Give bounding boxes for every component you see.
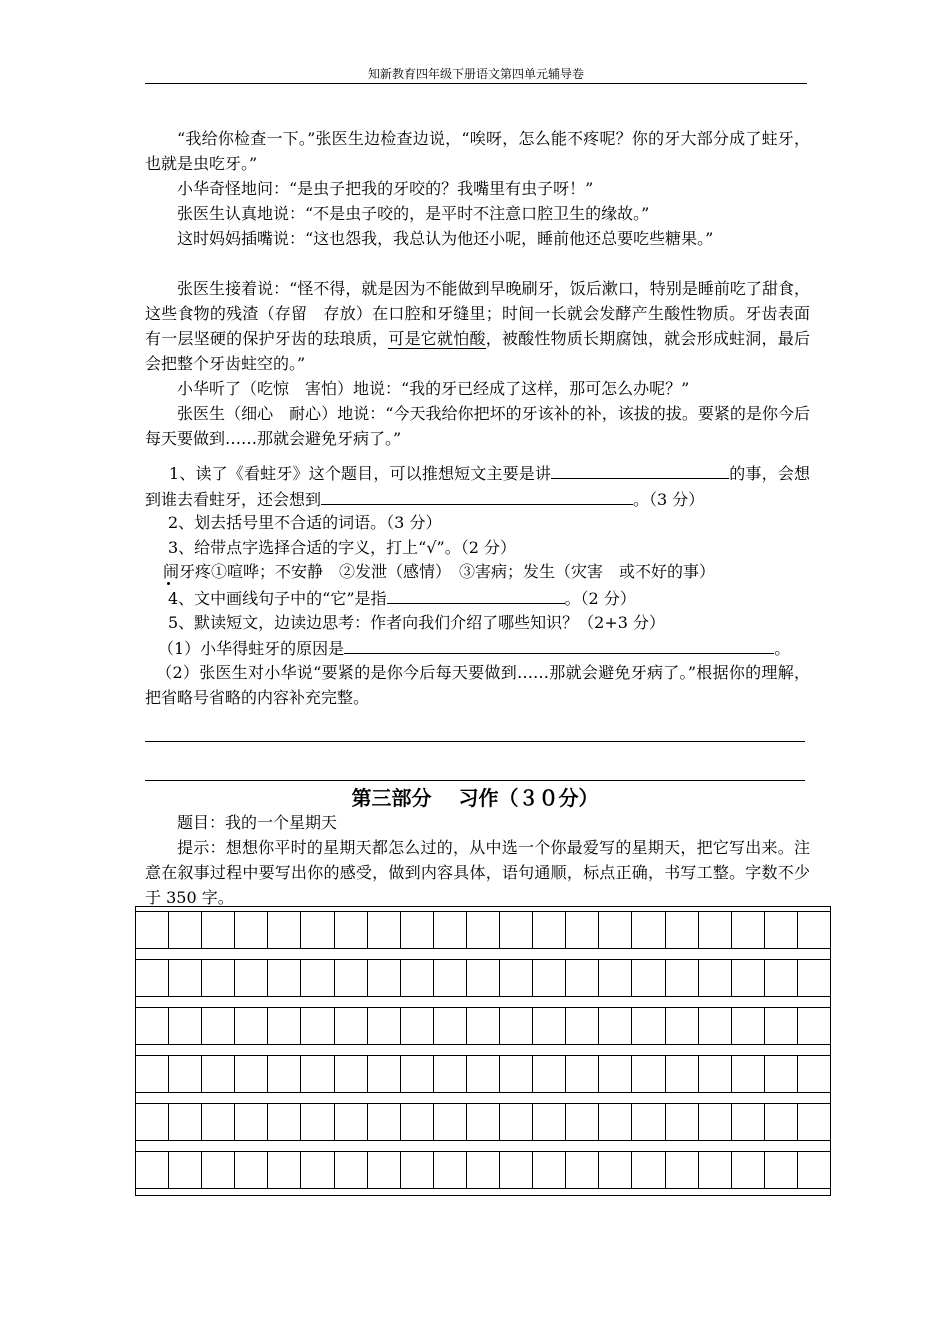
grid-cell[interactable] xyxy=(765,960,798,996)
grid-cell[interactable] xyxy=(566,1104,599,1140)
grid-cell[interactable] xyxy=(699,960,732,996)
grid-cell[interactable] xyxy=(699,912,732,948)
grid-cell[interactable] xyxy=(732,912,765,948)
grid-cell[interactable] xyxy=(566,960,599,996)
section-3-title: 第三部分 习作（３０分） xyxy=(351,786,599,810)
grid-cell[interactable] xyxy=(732,1104,765,1140)
grid-cell[interactable] xyxy=(169,1152,202,1188)
grid-cell[interactable] xyxy=(434,1152,467,1188)
grid-cell[interactable] xyxy=(798,1152,830,1188)
grid-cell[interactable] xyxy=(169,1008,202,1044)
question-1-text-a: 1、读了《看蛀牙》这个题目，可以推想短文主要是讲 xyxy=(169,464,552,483)
grid-row[interactable] xyxy=(136,911,830,949)
grid-cell[interactable] xyxy=(467,912,500,948)
grid-cell[interactable] xyxy=(632,1008,665,1044)
grid-cell[interactable] xyxy=(566,1056,599,1092)
grid-cell[interactable] xyxy=(202,1056,235,1092)
grid-cell[interactable] xyxy=(169,960,202,996)
grid-cell[interactable] xyxy=(335,1152,368,1188)
story-paragraph-5 xyxy=(145,276,810,376)
grid-cell[interactable] xyxy=(202,1008,235,1044)
question-3-option-list: 牙疼①喧哗；不安静 ②发泄（感情） ③害病；发生（灾害 或不好的事） xyxy=(179,562,716,581)
grid-cell[interactable] xyxy=(632,1104,665,1140)
grid-cell[interactable] xyxy=(136,1056,169,1092)
grid-cell[interactable] xyxy=(632,912,665,948)
grid-cell[interactable] xyxy=(335,1104,368,1140)
grid-cell[interactable] xyxy=(566,1008,599,1044)
story-paragraph-2: 小华奇怪地问：“是虫子把我的牙咬的？我嘴里有虫子呀！” xyxy=(177,179,594,198)
grid-cell[interactable] xyxy=(401,912,434,948)
grid-cell[interactable] xyxy=(533,960,566,996)
page-header: 知新教育四年级下册语文第四单元辅导卷 xyxy=(367,67,584,81)
grid-cell[interactable] xyxy=(666,1152,699,1188)
grid-cell[interactable] xyxy=(401,1056,434,1092)
dotted-character: 闹 xyxy=(163,562,180,581)
grid-cell[interactable] xyxy=(268,912,301,948)
grid-cell[interactable] xyxy=(467,1152,500,1188)
grid-row[interactable] xyxy=(136,1103,830,1141)
grid-cell[interactable] xyxy=(666,960,699,996)
question-3: 3、给带点字选择合适的字义，打上“√”。（2 分） xyxy=(168,538,517,557)
grid-cell[interactable] xyxy=(798,1056,830,1092)
grid-cell[interactable] xyxy=(235,912,268,948)
grid-cell[interactable] xyxy=(666,1056,699,1092)
grid-cell[interactable] xyxy=(599,960,632,996)
story-paragraph-1: “我给你检查一下。”张医生边检查边说，“唉呀，怎么能不疼呢？你的牙大部分成了蛀牙，也就是虫吃牙。” xyxy=(145,129,810,173)
grid-cell[interactable] xyxy=(798,960,830,996)
grid-cell[interactable] xyxy=(202,1104,235,1140)
question-5: 5、默读短文，边读边思考：作者向我们介绍了哪些知识？（2+3 分） xyxy=(168,613,666,632)
answer-line-2[interactable] xyxy=(145,780,805,781)
grid-cell[interactable] xyxy=(467,1056,500,1092)
question-4 xyxy=(168,585,808,611)
grid-cell[interactable] xyxy=(699,1104,732,1140)
grid-cell[interactable] xyxy=(434,1008,467,1044)
grid-cell[interactable] xyxy=(666,1008,699,1044)
grid-cell[interactable] xyxy=(632,1152,665,1188)
story-paragraph-7: 张医生（细心 耐心）地说：“今天我给你把坏的牙该补的补，该拔的拔。要紧的是你今后每天要做到……那就会避免牙病了。” xyxy=(145,404,810,448)
grid-cell[interactable] xyxy=(301,1008,334,1044)
grid-cell[interactable] xyxy=(301,912,334,948)
grid-cell[interactable] xyxy=(268,1056,301,1092)
story-paragraph-3: 张医生认真地说：“不是虫子咬的，是平时不注意口腔卫生的缘故。” xyxy=(177,204,650,223)
question-5-1-text: （1）小华得蛀牙的原因是 xyxy=(158,639,345,658)
grid-cell[interactable] xyxy=(798,1104,830,1140)
grid-cell[interactable] xyxy=(434,1104,467,1140)
grid-cell[interactable] xyxy=(202,960,235,996)
question-1-text-b: 的 xyxy=(729,464,746,483)
grid-cell[interactable] xyxy=(301,1152,334,1188)
grid-cell[interactable] xyxy=(765,1056,798,1092)
grid-cell[interactable] xyxy=(401,1008,434,1044)
composition-topic: 题目：我的一个星期天 xyxy=(177,813,338,832)
grid-cell[interactable] xyxy=(732,1152,765,1188)
answer-line-1[interactable] xyxy=(145,741,805,742)
grid-cell[interactable] xyxy=(136,1104,169,1140)
grid-row[interactable] xyxy=(136,1055,830,1093)
question-5-1 xyxy=(158,635,818,661)
grid-cell[interactable] xyxy=(169,1056,202,1092)
grid-cell[interactable] xyxy=(268,1008,301,1044)
grid-cell[interactable] xyxy=(798,1008,830,1044)
grid-cell[interactable] xyxy=(169,1104,202,1140)
grid-row[interactable] xyxy=(136,959,830,997)
underlined-sentence: 可是它就怕酸 xyxy=(388,329,486,348)
grid-cell[interactable] xyxy=(566,1152,599,1188)
grid-cell[interactable] xyxy=(335,960,368,996)
composition-hint: 提示：想想你平时的星期天都怎么过的，从中选一个你最爱写的星期天，把它写出来。注意在叙事过程中要写出你的感受，做到内容具体，语句通顺，标点正确，书写工整。字数不少于 350 字。 xyxy=(145,838,810,907)
question-2: 2、划去括号里不合适的词语。（3 分） xyxy=(168,513,442,532)
grid-cell[interactable] xyxy=(434,912,467,948)
grid-cell[interactable] xyxy=(301,1104,334,1140)
grid-cell[interactable] xyxy=(202,1152,235,1188)
grid-cell[interactable] xyxy=(335,1056,368,1092)
grid-cell[interactable] xyxy=(235,1104,268,1140)
question-4-text-a: 4、文中画线句子中的“它”是指 xyxy=(168,589,387,608)
grid-cell[interactable] xyxy=(434,960,467,996)
grid-cell[interactable] xyxy=(401,960,434,996)
story-paragraph-6: 小华听了（吃惊 害怕）地说：“我的牙已经成了这样，那可怎么办呢？” xyxy=(177,379,690,398)
grid-cell[interactable] xyxy=(368,1152,401,1188)
grid-cell[interactable] xyxy=(765,1104,798,1140)
grid-cell[interactable] xyxy=(301,1056,334,1092)
question-5-2: （2）张医生对小华说“要紧的是你今后每天要做到……那就会避免牙病了。”根据你的理解，把省略号省略的内容补充完整。 xyxy=(145,663,810,707)
question-1-text-d: 。（3 分） xyxy=(633,490,705,509)
story-paragraph-5-text-a: 张医生接着说：“怪不得，就是因为不能做到早晚刷牙，饭后漱口，特别是睡前吃了甜食，这些食物的残渣（存留 存放）在口腔和牙缝里；时间一长就会发酵产生酸性物质。牙齿表面有一层坚硬的保护牙齿的珐琅质， xyxy=(145,279,810,348)
question-3-options xyxy=(163,559,813,584)
grid-cell[interactable] xyxy=(500,1152,533,1188)
grid-cell[interactable] xyxy=(368,1008,401,1044)
grid-cell[interactable] xyxy=(335,1008,368,1044)
grid-cell[interactable] xyxy=(533,1104,566,1140)
grid-cell[interactable] xyxy=(632,960,665,996)
grid-cell[interactable] xyxy=(699,1056,732,1092)
grid-cell[interactable] xyxy=(666,1104,699,1140)
grid-cell[interactable] xyxy=(467,1104,500,1140)
grid-cell[interactable] xyxy=(599,1104,632,1140)
composition-grid[interactable] xyxy=(135,906,831,1196)
grid-cell[interactable] xyxy=(732,1056,765,1092)
grid-cell[interactable] xyxy=(798,912,830,948)
grid-cell[interactable] xyxy=(301,960,334,996)
grid-cell[interactable] xyxy=(765,912,798,948)
story-paragraph-4: 这时妈妈插嘴说：“这也怨我，我总认为他还小呢，睡前他还总要吃些糖果。” xyxy=(177,229,714,248)
grid-cell[interactable] xyxy=(533,1056,566,1092)
grid-cell[interactable] xyxy=(699,1008,732,1044)
grid-cell[interactable] xyxy=(368,912,401,948)
grid-cell[interactable] xyxy=(599,912,632,948)
grid-cell[interactable] xyxy=(765,1008,798,1044)
story-paragraph-5-text-b: ，被酸性物质长期腐蚀，就会形成蛀洞，最后会把整个牙齿蛀空的。” xyxy=(145,329,810,373)
grid-cell[interactable] xyxy=(599,1152,632,1188)
grid-cell[interactable] xyxy=(202,912,235,948)
grid-cell[interactable] xyxy=(268,1104,301,1140)
grid-cell[interactable] xyxy=(699,1152,732,1188)
grid-cell[interactable] xyxy=(500,1056,533,1092)
grid-cell[interactable] xyxy=(500,960,533,996)
question-4-text-b: 。（2 分） xyxy=(564,589,636,608)
grid-cell[interactable] xyxy=(732,1008,765,1044)
grid-cell[interactable] xyxy=(401,1152,434,1188)
grid-cell[interactable] xyxy=(765,1152,798,1188)
grid-cell[interactable] xyxy=(533,912,566,948)
grid-cell[interactable] xyxy=(368,1104,401,1140)
grid-cell[interactable] xyxy=(500,1008,533,1044)
grid-cell[interactable] xyxy=(268,960,301,996)
question-4-blank[interactable] xyxy=(387,585,565,604)
grid-row[interactable] xyxy=(136,1151,830,1189)
question-5-1-blank[interactable] xyxy=(344,635,774,654)
question-1-text-c: 事，会想到谁去看蛀牙，还会想到 xyxy=(145,464,810,509)
grid-cell[interactable] xyxy=(500,912,533,948)
grid-cell[interactable] xyxy=(666,912,699,948)
grid-cell[interactable] xyxy=(368,1056,401,1092)
header-divider xyxy=(145,83,807,84)
question-1-blank-2[interactable] xyxy=(321,486,633,505)
grid-cell[interactable] xyxy=(533,1152,566,1188)
grid-cell[interactable] xyxy=(467,960,500,996)
grid-cell[interactable] xyxy=(500,1104,533,1140)
grid-cell[interactable] xyxy=(533,1008,566,1044)
question-1 xyxy=(145,460,810,512)
grid-cell[interactable] xyxy=(169,912,202,948)
grid-cell[interactable] xyxy=(566,912,599,948)
grid-cell[interactable] xyxy=(136,912,169,948)
grid-cell[interactable] xyxy=(136,960,169,996)
question-5-1-end: 。 xyxy=(774,639,791,658)
grid-cell[interactable] xyxy=(599,1008,632,1044)
grid-cell[interactable] xyxy=(335,912,368,948)
grid-cell[interactable] xyxy=(136,1008,169,1044)
grid-cell[interactable] xyxy=(235,960,268,996)
grid-cell[interactable] xyxy=(268,1152,301,1188)
grid-cell[interactable] xyxy=(235,1056,268,1092)
grid-row[interactable] xyxy=(136,1007,830,1045)
grid-cell[interactable] xyxy=(599,1056,632,1092)
question-1-blank-1[interactable] xyxy=(551,460,729,479)
grid-cell[interactable] xyxy=(401,1104,434,1140)
grid-cell[interactable] xyxy=(434,1056,467,1092)
grid-cell[interactable] xyxy=(467,1008,500,1044)
grid-cell[interactable] xyxy=(235,1152,268,1188)
grid-cell[interactable] xyxy=(368,960,401,996)
grid-cell[interactable] xyxy=(136,1152,169,1188)
grid-cell[interactable] xyxy=(732,960,765,996)
grid-cell[interactable] xyxy=(235,1008,268,1044)
grid-cell[interactable] xyxy=(632,1056,665,1092)
